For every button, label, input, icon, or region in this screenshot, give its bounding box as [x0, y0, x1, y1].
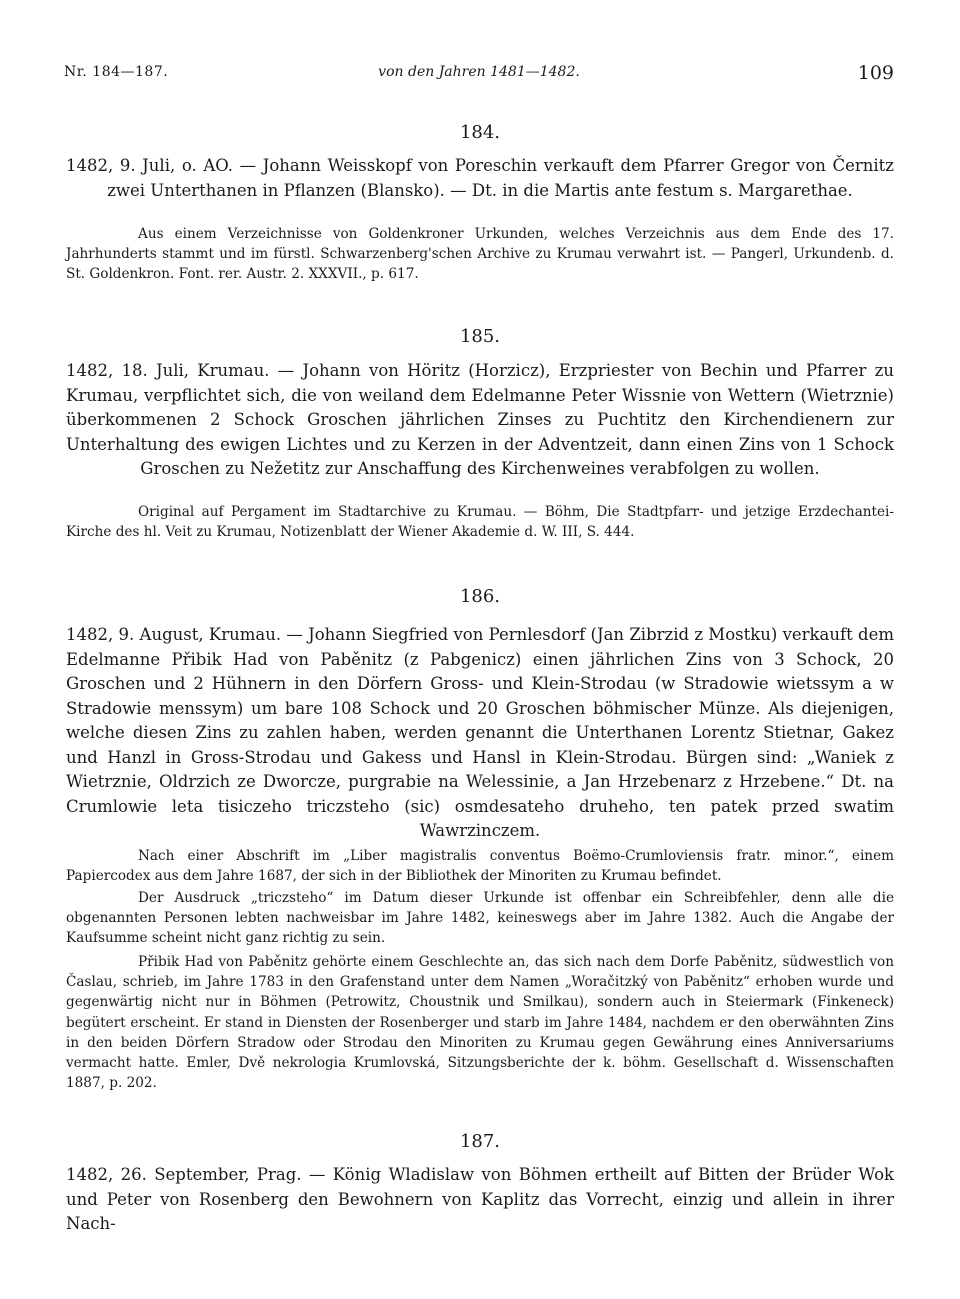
header-title: von den Jahren 1481—1482. [378, 64, 580, 80]
entry-185-text: 1482, 18. Juli, Krumau. — Johann von Höritz (Horzicz), Erzpriester von Bechin und Pfarrer zu Krumau, verpflichtet sich, die von weiland dem Edelmanne Peter Wissnie von Wettern (Wietrznie) überkommenen 2 Schock Groschen jährlichen Zinses zu Puchtitz den Kirchendienern zur Unterhaltung des ewigen Lichtes und zu Kerzen in der Adventzeit, dann einen Zins von 1 Schock Groschen zu Nežetitz zur Anschaffung des Kirchenweines verabfolgen zu wollen. [66, 361, 894, 478]
entry-186-text: 1482, 9. August, Krumau. — Johann Siegfried von Pernlesdorf (Jan Zibrzid z Mostku) verkauft dem Edelmanne Přibik Had von Paběnitz (z Pabgenicz) einen jährlichen Zins von 3 Schock, 20 Groschen und 2 Hühnern in den Dörfern Gross- und Klein-Strodau (w Stradowie wietssym a w Stradowie menssym) um bare 108 Schock und 20 Groschen böhmischer Münze. Als diejenigen, welche diesen Zins zu zahlen haben, werden genannt die Unterthanen Lorentz Stietnar, Gakez und Hanzl in Gross-Strodau und Gakess und Hansl in Klein-Strodau. Bürgen sind: „Waniek z Wietrznie, Oldrzich ze Dworcze, purgrabie na Welessinie, a Jan Hrzebenarz z Hrzebene.“ Dt. na Crumlowie leta tisiczeho triczsteho (sic) osmdesateho druheho, ten patek przed swatim Wawrzinczem. [66, 625, 894, 840]
entry-185-note: Original auf Pergament im Stadtarchive zu Krumau. — Böhm, Die Stadtpfarr- und jetzige Erzdechantei-Kirche des hl. Veit zu Krumau, Notizenblatt der Wiener Akademie d. W. III, S. 444. [66, 504, 894, 541]
entry-number-187: 187. [459, 1131, 501, 1152]
entry-186-note-1: Nach einer Abschrift im „Liber magistralis conventus Boëmo-Crumloviensis fratr. minor.“, einem Papiercodex aus dem Jahre 1687, der sich in der Bibliothek der Minoriten zu Krumau befindet. [66, 848, 894, 885]
header-entry-range: Nr. 184—187. [64, 64, 169, 80]
entry-187-text: 1482, 26. September, Prag. — König Wladislaw von Böhmen ertheilt auf Bitten der Brüder Wok und Peter von Rosenberg den Bewohnern von Kaplitz das Vorrecht, einzig und allein in ihrer Nach- [66, 1165, 894, 1233]
entry-number-186: 186. [459, 586, 501, 607]
entry-186-note-3: Přibik Had von Paběnitz gehörte einem Geschlechte an, das sich nach dem Dorfe Paběnitz, südwestlich von Časlau, schrieb, im Jahre 1783 in den Grafenstand unter dem Namen „Woračitzký von Paběnitz“ erhoben wurde und gegenwärtig nicht nur in Böhmen (Petrowitz, Choustnik und Smilkau), sondern auch in Steiermark (Finkeneck) begütert erscheint. Er stand in Diensten der Rosenberger und starb im Jahre 1484, nachdem er den oberwähnten Zins in den beiden Dörfern Stradow oder Strodau den Minoriten zu Krumau gegen Gewährung eines Anniversariums vermacht hatte. Emler, Dvě nekrologia Krumlovská, Sitzungsberichte der k. böhm. Gesellschaft d. Wissenschaften 1887, p. 202. [66, 954, 894, 1092]
entry-184-text: 1482, 9. Juli, o. AO. — Johann Weisskopf von Poreschin verkauft dem Pfarrer Gregor von Černitz zwei Unterthanen in Pflanzen (Blansko). — Dt. in die Martis ante festum s. Margarethae. [66, 156, 894, 200]
entry-186-note-2: Der Ausdruck „triczsteho“ im Datum dieser Urkunde ist offenbar ein Schreibfehler, denn alle die obgenannten Personen lebten nachweisbar im Jahre 1482, keineswegs aber im Jahre 1382. Auch die Angabe der Kaufsumme scheint nicht ganz richtig zu sein. [66, 890, 894, 947]
entry-number-185: 185. [459, 326, 501, 347]
entry-number-184: 184. [459, 122, 501, 143]
running-header [64, 62, 894, 88]
entry-184-note: Aus einem Verzeichnisse von Goldenkroner Urkunden, welches Verzeichnis aus dem Ende des 17. Jahrhunderts stammt und im fürstl. Schwarzenberg'schen Archive zu Krumau verwahrt ist. — Pangerl, Urkundenb. d. St. Goldenkron. Font. rer. Austr. 2. XXXVII., p. 617. [66, 226, 894, 283]
page-number: 109 [857, 62, 894, 84]
